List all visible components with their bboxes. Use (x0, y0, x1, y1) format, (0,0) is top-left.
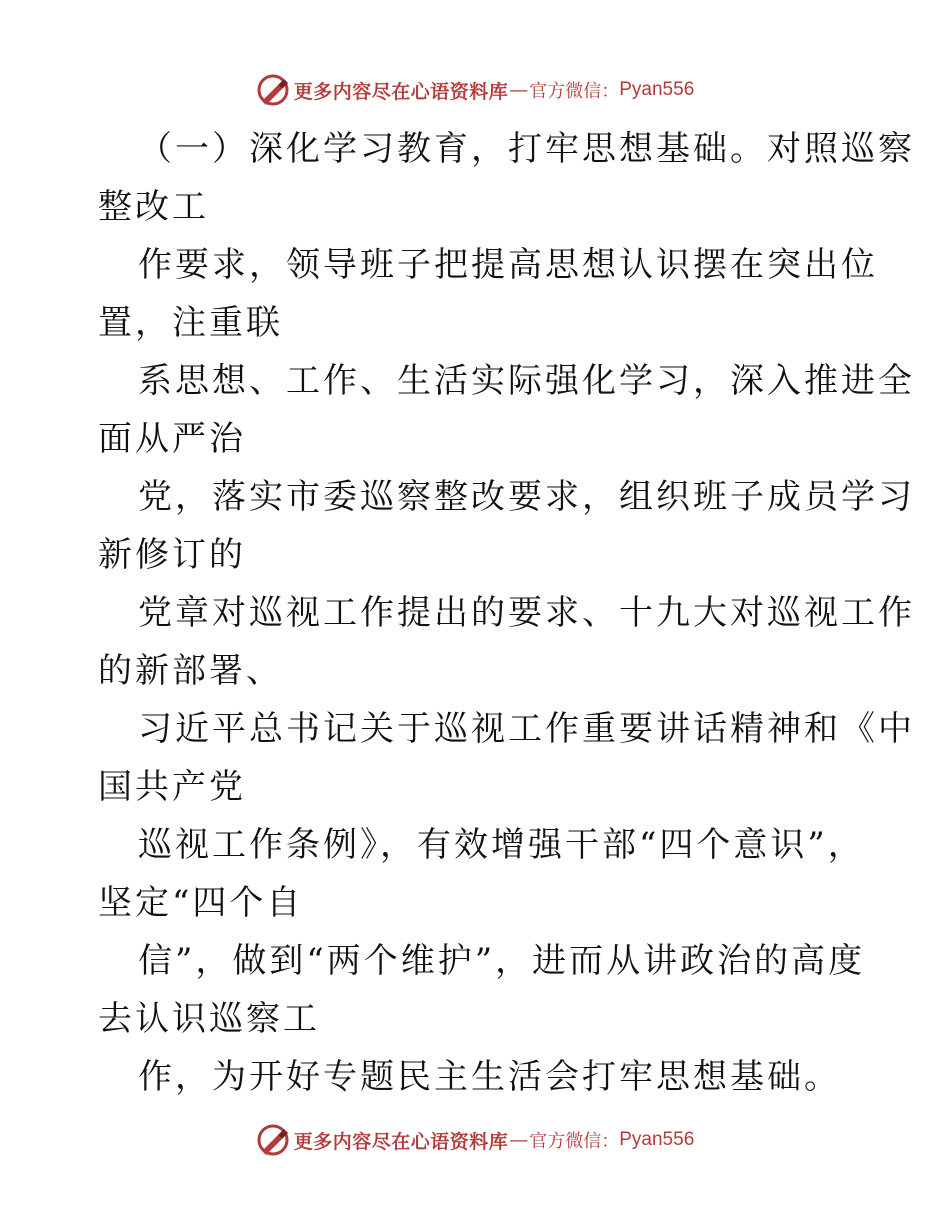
watermark-official-label: 官方微信： (529, 1131, 620, 1152)
paragraph-line: 坚定“四个自 (98, 883, 304, 923)
document-body (98, 120, 915, 1106)
paragraph-line: （一）深化学习教育，打牢思想基础。对照巡察 (138, 129, 915, 169)
paragraph-line: 整改工 (98, 187, 209, 227)
paragraph-line: 新修订的 (98, 535, 246, 575)
paragraph-line: 党，落实市委巡察整改要求，组织班子成员学习 (138, 477, 915, 517)
paragraph-line: 作，为开好专题民主生活会打牢思想基础。 (138, 1057, 841, 1097)
watermark-wechat-id: Pyan556 (619, 1129, 695, 1150)
paragraph-line: 习近平总书记关于巡视工作重要讲话精神和《中 (138, 709, 915, 749)
paragraph-line: 的新部署、 (98, 651, 283, 691)
pen-logo-icon (256, 1123, 290, 1157)
watermark-wechat-id: Pyan556 (619, 79, 695, 100)
watermark-dash: — (509, 79, 529, 101)
paragraph-line: 国共产党 (98, 767, 246, 807)
paragraph-line: 系思想、工作、生活实际强化学习，深入推进全 (138, 361, 915, 401)
paragraph-line: 信”，做到“两个维护”，进而从讲政治的高度 (138, 941, 866, 981)
paragraph-line: 去认识巡察工 (98, 999, 320, 1039)
footer-watermark (0, 1120, 950, 1160)
paragraph-line: 置，注重联 (98, 303, 283, 343)
paragraph-line: 巡视工作条例》，有效增强干部“四个意识”， (138, 825, 865, 865)
watermark-brand-text: 更多内容尽在心语资料库 (293, 80, 509, 103)
watermark-dash: — (509, 1129, 529, 1151)
paragraph-line: 面从严治 (98, 419, 246, 459)
watermark-official-label: 官方微信： (529, 81, 620, 102)
paragraph-line: 党章对巡视工作提出的要求、十九大对巡视工作 (138, 593, 915, 633)
watermark-brand-text: 更多内容尽在心语资料库 (293, 1130, 509, 1153)
paragraph-line: 作要求，领导班子把提高思想认识摆在突出位 (138, 245, 878, 285)
pen-logo-icon (256, 73, 290, 107)
header-watermark (0, 70, 950, 110)
